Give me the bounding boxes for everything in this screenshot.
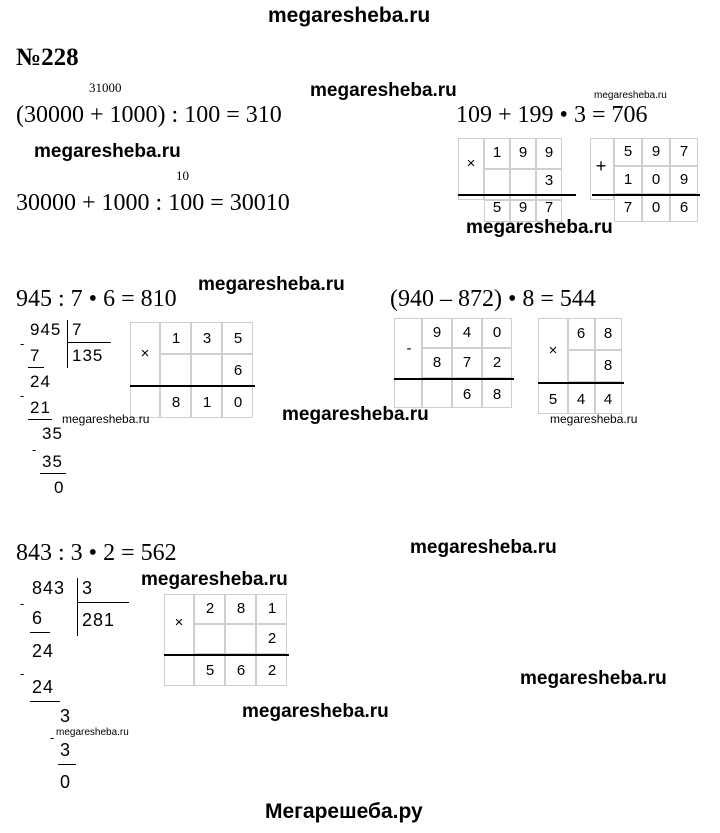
digit: 2	[492, 354, 502, 371]
eq5-mul-sign: ×	[548, 342, 558, 359]
digit: 5	[233, 330, 243, 347]
watermark[interactable]: megaresheba.ru	[410, 537, 557, 558]
divisor: 3	[82, 578, 94, 598]
digit: 6	[576, 325, 586, 342]
digit: 8	[603, 357, 613, 374]
step: 24	[32, 677, 55, 697]
digit: 4	[576, 391, 586, 408]
eq6-expression: 843 : 3 • 2 = 562	[16, 540, 177, 566]
eq4-expression: 945 : 7 • 6 = 810	[16, 286, 177, 312]
watermark[interactable]: megaresheba.ru	[62, 412, 150, 426]
eq2-note: 10	[176, 168, 189, 183]
quotient: 281	[82, 610, 116, 630]
watermark[interactable]: megaresheba.ru	[198, 274, 345, 295]
digit: 0	[233, 394, 243, 411]
step: 35	[42, 452, 63, 471]
eq3-expression: 109 + 199 • 3 = 706	[456, 102, 648, 128]
step: 24	[30, 372, 51, 391]
watermark[interactable]: megaresheba.ru	[594, 90, 667, 101]
digit: 9	[651, 143, 661, 160]
divisor: 7	[72, 320, 83, 339]
step: 0	[60, 772, 72, 792]
step: 6	[32, 608, 44, 628]
digit: 8	[603, 325, 613, 342]
watermark[interactable]: megaresheba.ru	[141, 569, 288, 590]
eq4-mul-sign: ×	[140, 345, 150, 362]
digit: 4	[462, 324, 472, 341]
digit: 2	[205, 600, 215, 617]
digit: 5	[492, 199, 502, 216]
site-footer[interactable]: Мегарешеба.ру	[265, 800, 423, 823]
digit: 2	[267, 630, 277, 647]
digit: 1	[202, 394, 212, 411]
digit: 0	[651, 199, 661, 216]
digit: 0	[492, 324, 502, 341]
eq3-add-sign: +	[595, 156, 607, 176]
eq2-expression: 30000 + 1000 : 100 = 30010	[16, 190, 290, 216]
digit: 9	[518, 144, 528, 161]
digit: 9	[518, 199, 528, 216]
site-header[interactable]: megaresheba.ru	[268, 4, 431, 27]
step: 7	[30, 346, 41, 365]
eq5-expression: (940 – 872) • 8 = 544	[390, 286, 596, 312]
digit: 3	[544, 172, 554, 189]
quotient: 135	[72, 346, 104, 365]
digit: 8	[432, 354, 442, 371]
digit: 1	[267, 600, 277, 617]
digit: 7	[544, 199, 554, 216]
watermark[interactable]: megaresheba.ru	[550, 412, 638, 426]
eq5-sub-sign: -	[406, 340, 412, 357]
digit: 6	[233, 362, 243, 379]
digit: 8	[171, 394, 181, 411]
digit: 7	[462, 354, 472, 371]
dividend: 945	[30, 320, 62, 339]
digit: 6	[236, 662, 246, 679]
digit: 6	[679, 199, 689, 216]
watermark[interactable]: megaresheba.ru	[310, 80, 457, 101]
watermark[interactable]: megaresheba.ru	[56, 727, 129, 738]
digit: 5	[623, 143, 633, 160]
digit: 9	[544, 144, 554, 161]
digit: 4	[603, 391, 613, 408]
watermark[interactable]: megaresheba.ru	[520, 668, 667, 689]
watermark[interactable]: megaresheba.ru	[34, 141, 181, 162]
eq6-mul-sign: ×	[174, 614, 184, 631]
digit: 8	[492, 386, 502, 403]
eq1-expression: (30000 + 1000) : 100 = 310	[16, 102, 282, 128]
digit: 9	[432, 324, 442, 341]
eq3-mul-sign: ×	[466, 155, 476, 172]
watermark[interactable]: megaresheba.ru	[242, 701, 389, 722]
digit: 7	[679, 143, 689, 160]
digit: 5	[205, 662, 215, 679]
dividend: 843	[32, 578, 66, 598]
step: 0	[54, 478, 65, 497]
digit: 2	[267, 662, 277, 679]
problem-number: №228	[16, 44, 79, 71]
digit: 6	[462, 386, 472, 403]
digit: 5	[548, 391, 558, 408]
digit: 9	[679, 171, 689, 188]
digit: 1	[623, 171, 633, 188]
digit: 8	[236, 600, 246, 617]
digit: 3	[202, 330, 212, 347]
eq1-note: 31000	[89, 80, 122, 95]
watermark[interactable]: megaresheba.ru	[282, 404, 429, 425]
step: 3	[60, 740, 72, 760]
step: 3	[60, 706, 72, 726]
digit: 1	[492, 144, 502, 161]
digit: 0	[651, 171, 661, 188]
step: 24	[32, 641, 55, 661]
watermark[interactable]: megaresheba.ru	[466, 217, 613, 238]
step: 21	[30, 398, 51, 417]
digit: 7	[623, 199, 633, 216]
digit: 1	[171, 330, 181, 347]
step: 35	[42, 424, 63, 443]
